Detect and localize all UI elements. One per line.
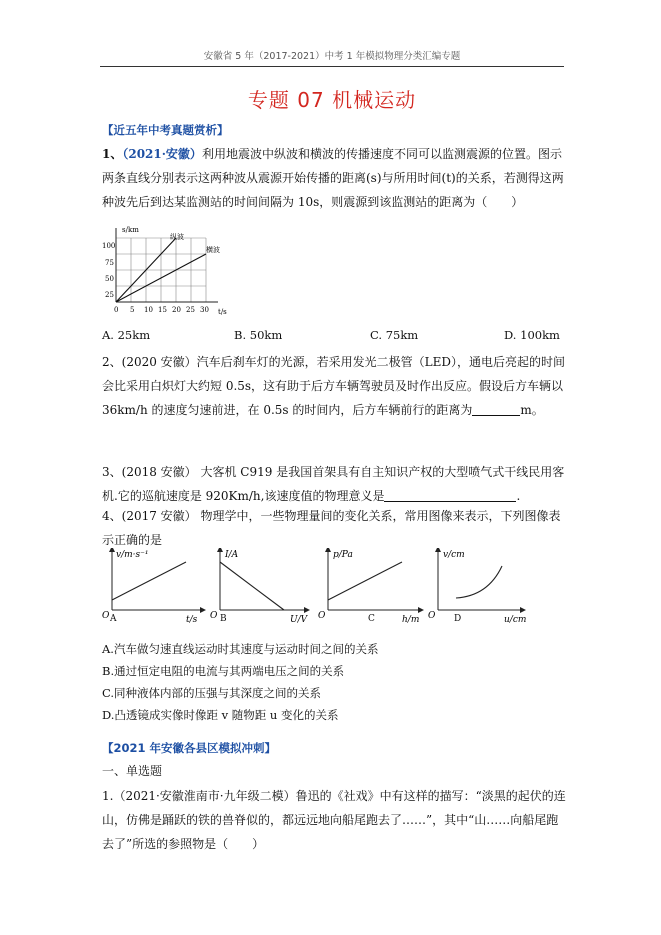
graph-b-line bbox=[220, 562, 284, 610]
graph-x-tick-25: 25 bbox=[186, 306, 195, 314]
subheading-single-choice: 一、单选题 bbox=[102, 764, 163, 778]
graph-b-x-label: U/V bbox=[290, 615, 308, 624]
graph-d-y-label: v/cm bbox=[443, 550, 465, 560]
graph-y-tick-100: 100 bbox=[102, 242, 116, 250]
question-2-blank bbox=[472, 403, 520, 416]
option-d: D.凸透镜成实像时像距 v 随物距 u 变化的关系 bbox=[102, 708, 339, 722]
graph-d-curve bbox=[456, 566, 502, 598]
graph-x-tick-0: 0 bbox=[114, 306, 119, 314]
question-4 bbox=[102, 504, 566, 552]
section-heading-exam: 【近五年中考真题赏析】 bbox=[102, 123, 229, 137]
graph-b-caption: B bbox=[220, 614, 227, 624]
graph-x-label: t/s bbox=[218, 308, 227, 316]
graph-a-caption: A bbox=[110, 614, 117, 624]
question-1-text: 利用地震波中纵波和横波的传播速度不同可以监测震源的位置。图示两条直线分别表示这两种波从震源开始传播的距离(s)与所用时间(t)的关系，若测得这两种波先后到达某监测站的时间间隔为 10s，则震源到该监测站的距离为（ ） bbox=[102, 147, 564, 209]
option-b: B.通过恒定电阻的电流与其两端电压之间的关系 bbox=[102, 664, 345, 678]
axis-lines bbox=[116, 228, 218, 302]
graph-axes bbox=[116, 228, 218, 302]
graph-y-label: s/km bbox=[122, 226, 139, 234]
graph-label-longitudinal: 纵波 bbox=[170, 233, 184, 241]
option-c: C.同种液体内部的压强与其深度之间的关系 bbox=[102, 686, 322, 700]
question-1-source: （2021·安徽） bbox=[122, 147, 202, 161]
option-a: A.汽车做匀速直线运动时其速度与运动时间之间的关系 bbox=[102, 642, 379, 656]
graph-y-tick-75: 75 bbox=[105, 259, 114, 267]
question-1 bbox=[102, 142, 566, 214]
question-1-number: 1、 bbox=[102, 147, 123, 161]
graph-s-t bbox=[100, 222, 230, 320]
graph-a-line bbox=[112, 562, 186, 600]
graph-x-tick-5: 5 bbox=[130, 306, 135, 314]
graph-y-tick-25: 25 bbox=[105, 291, 114, 299]
graph-label-transverse: 横波 bbox=[206, 246, 220, 254]
graph-y-tick-50: 50 bbox=[105, 275, 114, 283]
question-3-text: 3、(2018 安徽） 大客机 C919 是我国首架具有自主知识产权的大型喷气式干线民用客机.它的巡航速度是 920Km/h,该速度值的物理意义是 bbox=[102, 465, 565, 503]
page-header: 安徽省 5 年（2017-2021）中考 1 年模拟物理分类汇编专题 bbox=[203, 51, 461, 62]
graph-c-y-label: p/Pa bbox=[333, 550, 353, 560]
graph-d-x-label: u/cm bbox=[504, 615, 527, 624]
question-3-end: . bbox=[516, 489, 521, 503]
question-2-unit: m。 bbox=[520, 403, 544, 417]
question-3 bbox=[102, 460, 566, 508]
option-c: C. 75km bbox=[370, 328, 419, 342]
graph-grid bbox=[116, 238, 206, 302]
question-4-options bbox=[102, 638, 378, 726]
option-d: D. 100km bbox=[504, 328, 560, 342]
graph-x-tick-15: 15 bbox=[158, 306, 167, 314]
section-heading-mock: 【2021 年安徽各县区模拟冲刺】 bbox=[102, 741, 277, 755]
page-title: 专题 07 机械运动 bbox=[247, 88, 417, 112]
question-5 bbox=[102, 784, 566, 856]
graph-d-caption: D bbox=[454, 614, 462, 624]
graph-c-caption: C bbox=[368, 614, 375, 624]
question-2 bbox=[102, 350, 566, 422]
graphs-axes bbox=[112, 552, 520, 610]
graph-c-line bbox=[328, 562, 402, 600]
option-b: B. 50km bbox=[234, 328, 283, 342]
graphs-abcd bbox=[100, 548, 564, 624]
question-5-text: 1.（2021·安徽淮南市·九年级二模）鲁迅的《社戏》中有这样的描写：“淡黑的起伏的连山，仿佛是踊跃的铁的兽脊似的，都远远地向船尾跑去了……”，其中“山……向船尾跑去了”所选的参照物是（ ） bbox=[102, 789, 566, 851]
graph-b-y-label: I/A bbox=[225, 550, 239, 560]
header-rule bbox=[100, 66, 564, 67]
graph-b-origin: O bbox=[210, 611, 218, 621]
graph-d-origin: O bbox=[428, 611, 436, 621]
graph-a-y-label: v/m·s⁻¹ bbox=[116, 550, 149, 560]
question-4-text: 4、(2017 安徽） 物理学中，一些物理量间的变化关系，常用图像来表示，下列图像表示正确的是 bbox=[102, 509, 561, 547]
option-a: A. 25km bbox=[102, 328, 151, 342]
question-3-blank bbox=[384, 489, 516, 502]
graph-x-tick-20: 20 bbox=[172, 306, 181, 314]
graph-c-x-label: h/m bbox=[402, 615, 420, 624]
graph-x-tick-10: 10 bbox=[144, 306, 153, 314]
question-1-options bbox=[102, 328, 566, 348]
graph-x-tick-30: 30 bbox=[200, 306, 209, 314]
question-2-text: 2、(2020 安徽）汽车后刹车灯的光源，若采用发光二极管（LED），通电后亮起的时间会比采用白炽灯大约短 0.5s，这有助于后方车辆驾驶员及时作出反应。假设后方车辆以 36km/h 的速度匀速前进，在 0.5s 的时间内，后方车辆前行的距离为 bbox=[102, 355, 566, 417]
graph-a-x-label: t/s bbox=[186, 615, 198, 624]
graph-c-origin: O bbox=[318, 611, 326, 621]
graph-a-origin: O bbox=[102, 611, 110, 621]
